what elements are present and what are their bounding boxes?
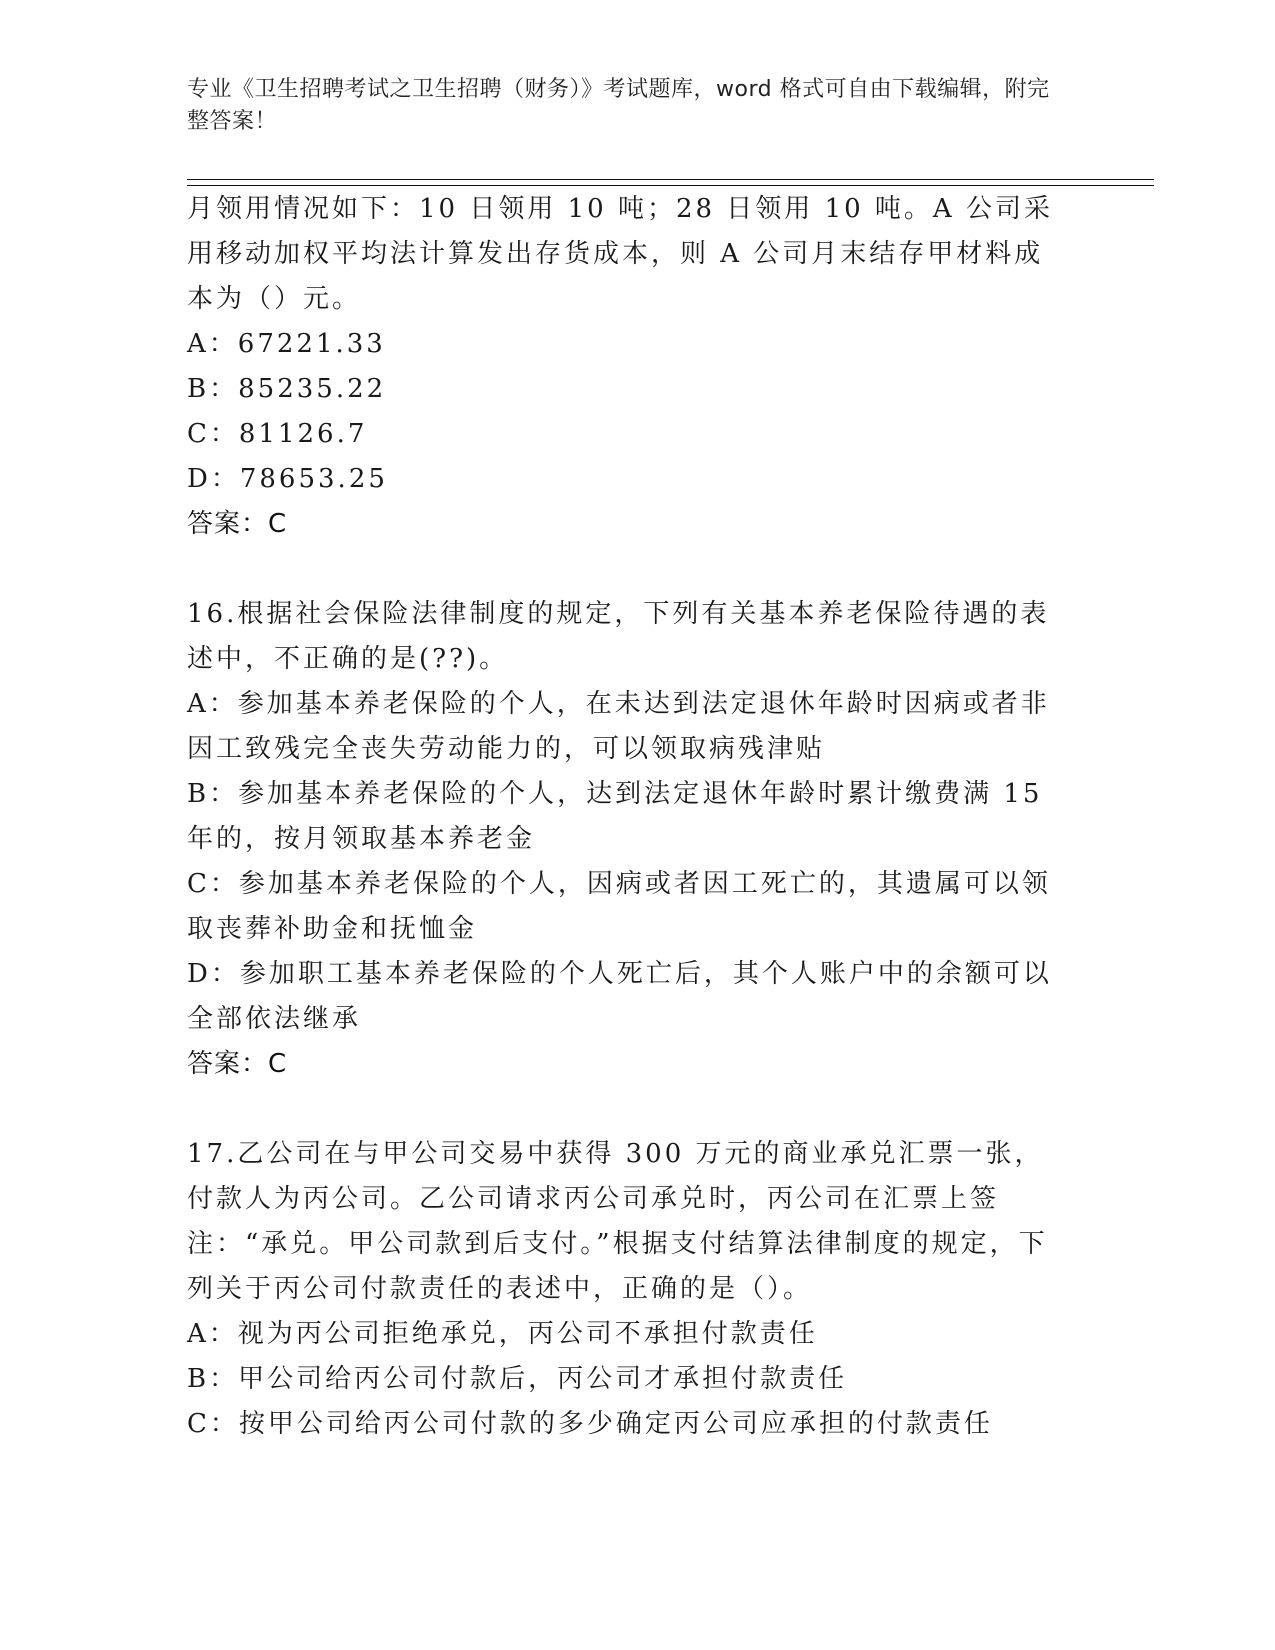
option-c: C：81126.7 — [187, 419, 368, 449]
option-a: A：参加基本养老保险的个人，在未达到法定退休年龄时因病或者非因工致残完全丧失劳动能力的，可以领取病残津贴 — [187, 689, 1050, 764]
question-stem: 16.根据社会保险法律制度的规定，下列有关基本养老保险待遇的表述中，不正确的是(??)。 — [187, 599, 1050, 674]
question-17 — [187, 1132, 1067, 1447]
question-15 — [187, 187, 1067, 547]
option-d: D：参加职工基本养老保险的个人死亡后，其个人账户中的余额可以全部依法继承 — [187, 959, 1052, 1034]
header-rule-bottom — [187, 185, 1154, 186]
question-stem: 月领用情况如下：10 日领用 10 吨；28 日领用 10 吨。A 公司采用移动加权平均法计算发出存货成本，则 A 公司月末结存甲材料成本为（）元。 — [187, 194, 1053, 314]
option-b: B：85235.22 — [187, 374, 387, 404]
option-c: C：按甲公司给丙公司付款的多少确定丙公司应承担的付款责任 — [187, 1409, 993, 1439]
option-d: D：78653.25 — [187, 464, 388, 494]
option-b: B：参加基本养老保险的个人，达到法定退休年龄时累计缴费满 15 年的，按月领取基本养老金 — [187, 779, 1043, 854]
document-body — [187, 187, 1067, 1447]
option-a: A：67221.33 — [187, 329, 386, 359]
question-16 — [187, 592, 1067, 1087]
spacer — [187, 1087, 1067, 1132]
spacer — [187, 547, 1067, 592]
answer: 答案：C — [187, 1049, 288, 1079]
document-header: 专业《卫生招聘考试之卫生招聘（财务）》考试题库，word 格式可自由下载编辑，附完整答案！ — [187, 77, 1050, 134]
question-stem: 17.乙公司在与甲公司交易中获得 300 万元的商业承兑汇票一张，付款人为丙公司。乙公司请求丙公司承兑时，丙公司在汇票上签注：“承兑。甲公司款到后支付。”根据支付结算法律制度的规定，下列关于丙公司付款责任的表述中，正确的是（）。 — [187, 1139, 1048, 1304]
option-a: A：视为丙公司拒绝承兑，丙公司不承担付款责任 — [187, 1319, 818, 1349]
option-c: C：参加基本养老保险的个人，因病或者因工死亡的，其遗属可以领取丧葬补助金和抚恤金 — [187, 869, 1051, 944]
option-b: B：甲公司给丙公司付款后，丙公司才承担付款责任 — [187, 1364, 848, 1394]
header-rule-top — [187, 179, 1154, 180]
answer: 答案：C — [187, 509, 288, 539]
